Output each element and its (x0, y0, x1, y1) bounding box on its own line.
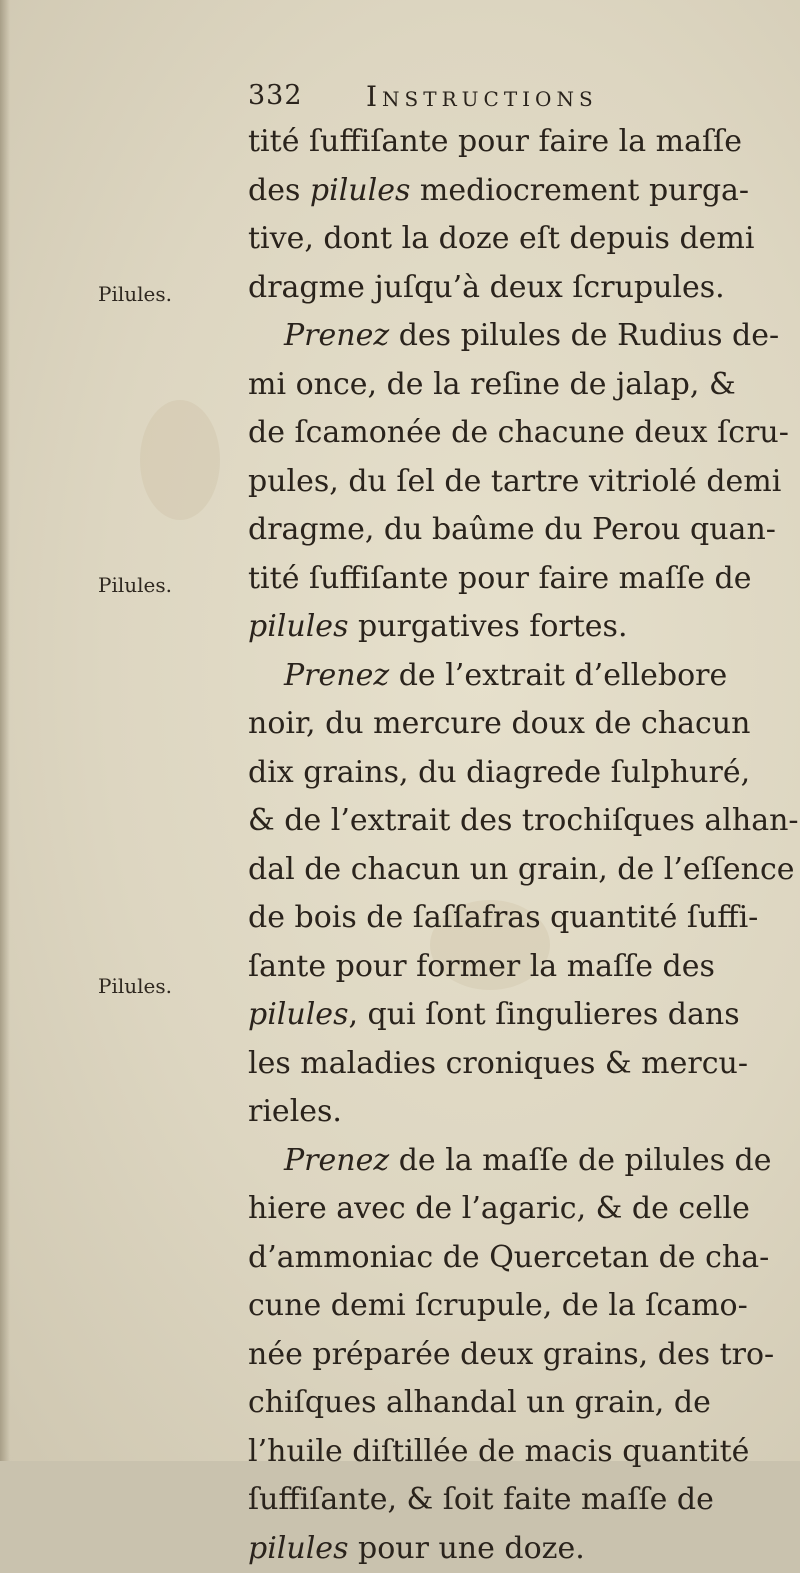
margin-note-pilules-3: Pilules. (98, 974, 172, 998)
text-line (248, 215, 768, 264)
text-line (248, 506, 768, 555)
text-line (248, 458, 768, 507)
running-header (248, 80, 688, 120)
text-segment: d’ammoniac de Quercetan de cha- (248, 1240, 769, 1275)
text-segment: tité ſuffiſante pour faire la maſſe (248, 124, 742, 159)
text-line (248, 1282, 768, 1331)
text-segment: tité ſuffiſante pour faire maſſe de (248, 561, 751, 596)
italic-term: pilules (248, 609, 348, 644)
italic-term: Prenez (284, 318, 389, 353)
text-segment: les maladies croniques & mercu- (248, 1046, 748, 1081)
text-segment: rieles. (248, 1094, 342, 1129)
text-line (248, 409, 768, 458)
text-line (248, 118, 768, 167)
italic-term: pilules (248, 1531, 348, 1566)
text-line (248, 797, 768, 846)
text-segment: mediocrement purga- (410, 173, 749, 208)
text-segment: chiſques alhandal un grain, de (248, 1385, 711, 1420)
text-line (248, 1428, 768, 1477)
text-line (248, 555, 768, 604)
text-line (248, 1185, 768, 1234)
text-segment: de bois de ſaſſafras quantité ſuffi- (248, 900, 758, 935)
text-segment: noir, du mercure doux de chacun (248, 706, 750, 741)
text-line (248, 943, 768, 992)
text-line (248, 1088, 768, 1137)
text-segment: de la maſſe de pilules de (389, 1143, 771, 1178)
text-segment: pules, du ſel de tartre vitriolé demi (248, 464, 781, 499)
text-segment: pour une doze. (348, 1531, 584, 1566)
text-line (248, 894, 768, 943)
text-segment: ſuffiſante, & ſoit faite maſſe de (248, 1482, 714, 1517)
text-line (248, 1525, 768, 1573)
text-segment: , qui ſont ſingulieres dans (348, 997, 739, 1032)
text-segment: née préparée deux grains, des tro- (248, 1337, 774, 1372)
text-line (248, 1137, 768, 1186)
text-segment: hiere avec de l’agaric, & de celle (248, 1191, 750, 1226)
text-line (248, 652, 768, 701)
text-line (248, 1379, 768, 1428)
text-segment: des pilules de Rudius de- (389, 318, 779, 353)
text-line (248, 1331, 768, 1380)
text-line (248, 1476, 768, 1525)
margin-note-pilules-2: Pilules. (98, 573, 172, 597)
running-title: Instructions (366, 80, 598, 113)
text-line (248, 1040, 768, 1089)
text-segment: dragme juſqu’à deux ſcrupules. (248, 270, 725, 305)
text-line (248, 361, 768, 410)
text-segment: l’huile diſtillée de macis quantité (248, 1434, 749, 1469)
text-segment: ſante pour former la maſſe des (248, 949, 715, 984)
text-segment: tive, dont la doze eſt depuis demi (248, 221, 754, 256)
italic-term: Prenez (284, 658, 389, 693)
text-segment: des (248, 173, 310, 208)
italic-term: Prenez (284, 1143, 389, 1178)
text-line (248, 167, 768, 216)
text-segment: dix grains, du diagrede ſulphuré, (248, 755, 750, 790)
page-gutter-shadow (0, 0, 10, 1461)
margin-note-pilules-1: Pilules. (98, 282, 172, 306)
italic-term: pilules (248, 997, 348, 1032)
text-line (248, 846, 768, 895)
text-segment: de ſcamonée de chacune deux ſcru- (248, 415, 789, 450)
text-line (248, 991, 768, 1040)
text-line (248, 700, 768, 749)
text-segment: de l’extrait d’ellebore (389, 658, 727, 693)
body-text (248, 118, 768, 1573)
text-segment: mi once, de la reſine de jalap, & (248, 367, 736, 402)
italic-term: pilules (310, 173, 410, 208)
text-segment: purgatives fortes. (348, 609, 627, 644)
text-segment: cune demi ſcrupule, de la ſcamo- (248, 1288, 748, 1323)
text-segment: & de l’extrait des trochiſques alhan- (248, 803, 799, 838)
text-line (248, 603, 768, 652)
text-line (248, 1234, 768, 1283)
text-segment: dragme, du baûme du Perou quan- (248, 512, 776, 547)
text-segment: dal de chacun un grain, de l’eſſence (248, 852, 795, 887)
text-line (248, 312, 768, 361)
text-line (248, 264, 768, 313)
text-line (248, 749, 768, 798)
paper-stain (140, 400, 220, 520)
page-number: 332 (248, 80, 303, 111)
